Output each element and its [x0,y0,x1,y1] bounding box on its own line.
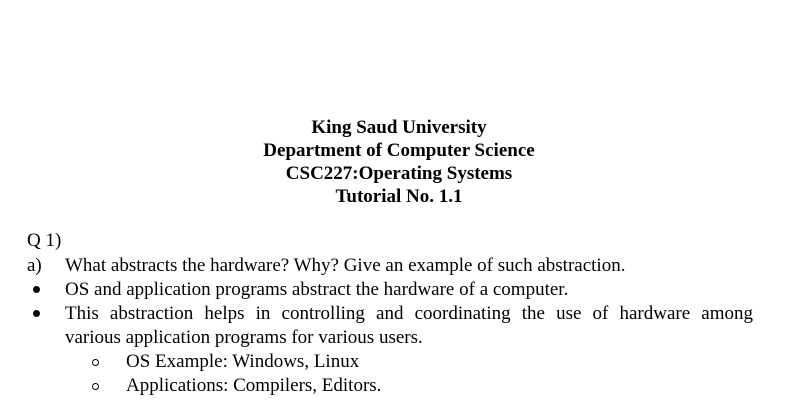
circle-bullet-icon [92,383,99,390]
bullet-icon [33,286,40,293]
part-a-marker: a) [27,255,42,276]
circle-bullet-icon [92,359,99,366]
course-title: CSC227:Operating Systems [285,163,513,184]
answer-bullet-2 [65,302,753,350]
question-label: Q 1) [27,230,62,251]
answer-bullet-2-line-2: various application programs for various users. [65,327,423,348]
bullet-icon [33,310,40,317]
part-a-question: What abstracts the hardware? Why? Give an example of such abstraction. [65,255,626,276]
document-header [0,116,798,208]
department-name: Department of Computer Science [263,140,535,161]
answer-bullet-2-line-1: This abstraction helps in controlling and coordinating the use of hardware among [65,303,753,324]
tutorial-number: Tutorial No. 1.1 [335,186,463,207]
sub-bullet-applications: Applications: Compilers, Editors. [126,375,382,396]
university-name: King Saud University [311,117,487,138]
sub-bullet-os-example: OS Example: Windows, Linux [126,351,360,372]
answer-bullet-1: OS and application programs abstract the hardware of a computer. [65,279,569,300]
